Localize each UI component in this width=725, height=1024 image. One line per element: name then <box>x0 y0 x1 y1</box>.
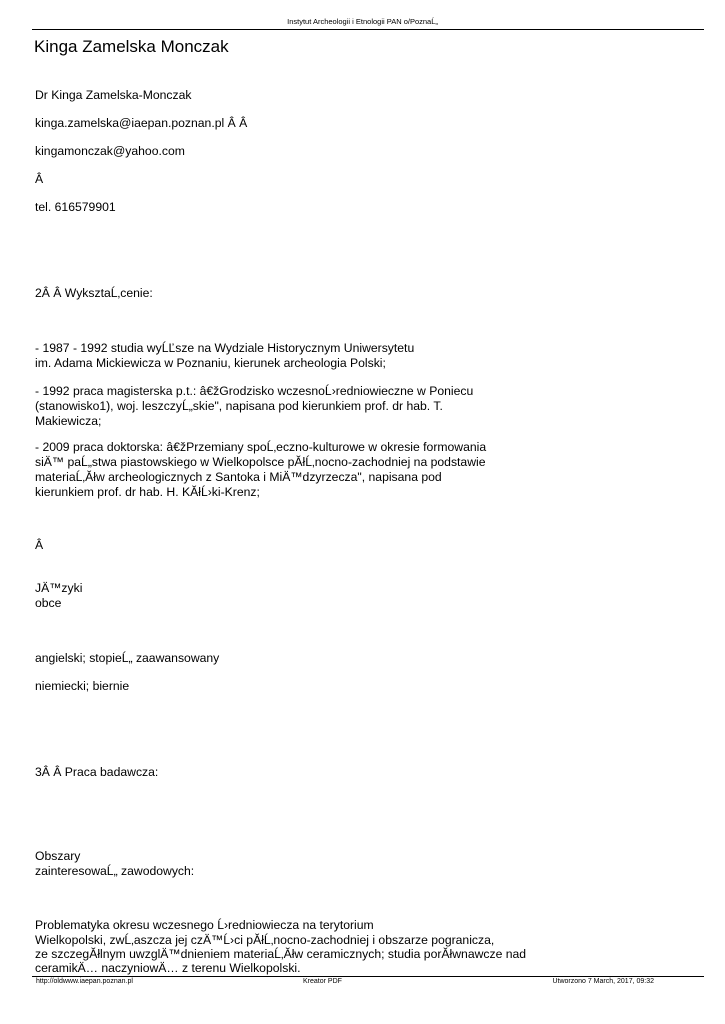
education-item-2-line-2: (stanowisko1), woj. leszczyĹ„skie", napisana pod kierunkiem prof. dr hab. T. <box>35 399 443 413</box>
research-heading: 3Â Â Praca badawcza: <box>35 765 159 779</box>
education-item-1-line-2: im. Adama Mickiewicza w Poznaniu, kierunek archeologia Polski; <box>35 356 386 370</box>
research-text-line-1: Problematyka okresu wczesnego Ĺ›redniowiecza na terytorium <box>35 918 374 932</box>
education-item-2-line-1: - 1992 praca magisterska p.t.: â€žGrodzisko wczesnoĹ›redniowieczne w Poniecu <box>35 384 474 398</box>
education-item-1-line-1: - 1987 - 1992 studia wyĹĽsze na Wydziale Historycznym Uniwersytetu <box>35 341 415 355</box>
interests-heading-line-2: zainteresowaĹ„ zawodowych: <box>35 864 195 878</box>
footer-generator: Kreator PDF <box>303 978 342 985</box>
research-text-line-2: Wielkopolski, zwĹ‚aszcza jej czÄ™Ĺ›ci pĂłĹ‚nocno-zachodniej i obszarze pogranicza, <box>35 933 495 947</box>
contact-phone: tel. 616579901 <box>35 200 116 214</box>
education-item-3-line-4: kierunkiem prof. dr hab. H. KĂłĹ›ki-Krenz; <box>35 485 260 499</box>
blank-line: Â <box>35 538 44 552</box>
blank-line: Â <box>35 172 44 186</box>
header-divider <box>32 29 704 30</box>
page-title: Kinga Zamelska Monczak <box>34 37 229 56</box>
contact-name: Dr Kinga Zamelska-Monczak <box>35 88 192 102</box>
education-item-3-line-2: siÄ™ paĹ„stwa piastowskiego w Wielkopolsce pĂłĹ‚nocno-zachodniej na podstawie <box>35 455 486 469</box>
interests-heading-line-1: Obszary <box>35 849 81 863</box>
language-english: angielski; stopieĹ„ zaawansowany <box>35 651 220 665</box>
language-german: niemiecki; biernie <box>35 679 130 693</box>
research-text-line-3: ze szczegĂłlnym uwzglÄ™dnieniem materiaĹ‚Ăłw ceramicznych; studia porĂłwnawcze nad <box>35 947 527 961</box>
contact-email-primary: kinga.zamelska@iaepan.poznan.pl Â Â <box>35 116 248 130</box>
education-item-3-line-1: - 2009 praca doktorska: â€žPrzemiany spoĹ‚eczno-kulturowe w okresie formowania <box>35 440 487 454</box>
languages-heading-line-2: obce <box>35 596 62 610</box>
footer-created-date: Utworzono 7 March, 2017, 09:32 <box>552 978 654 985</box>
research-text-line-4: ceramikÄ… naczyniowÄ… z terenu Wielkopolski. <box>35 961 301 975</box>
education-item-3-line-3: materiaĹ‚Ăłw archeologicznych z Santoka i MiÄ™dzyrzecza", napisana pod <box>35 470 442 484</box>
languages-heading-line-1: JÄ™zyki <box>35 581 83 595</box>
education-item-2-line-3: Makiewicza; <box>35 414 102 428</box>
header-site-name: Instytut Archeologii i Etnologii PAN o/PoznaĹ„ <box>287 17 438 26</box>
education-heading: 2Â Â WyksztaĹ‚cenie: <box>35 286 153 300</box>
contact-email-secondary: kingamonczak@yahoo.com <box>35 144 185 158</box>
footer-url: http://oldwww.iaepan.poznan.pl <box>36 978 133 985</box>
